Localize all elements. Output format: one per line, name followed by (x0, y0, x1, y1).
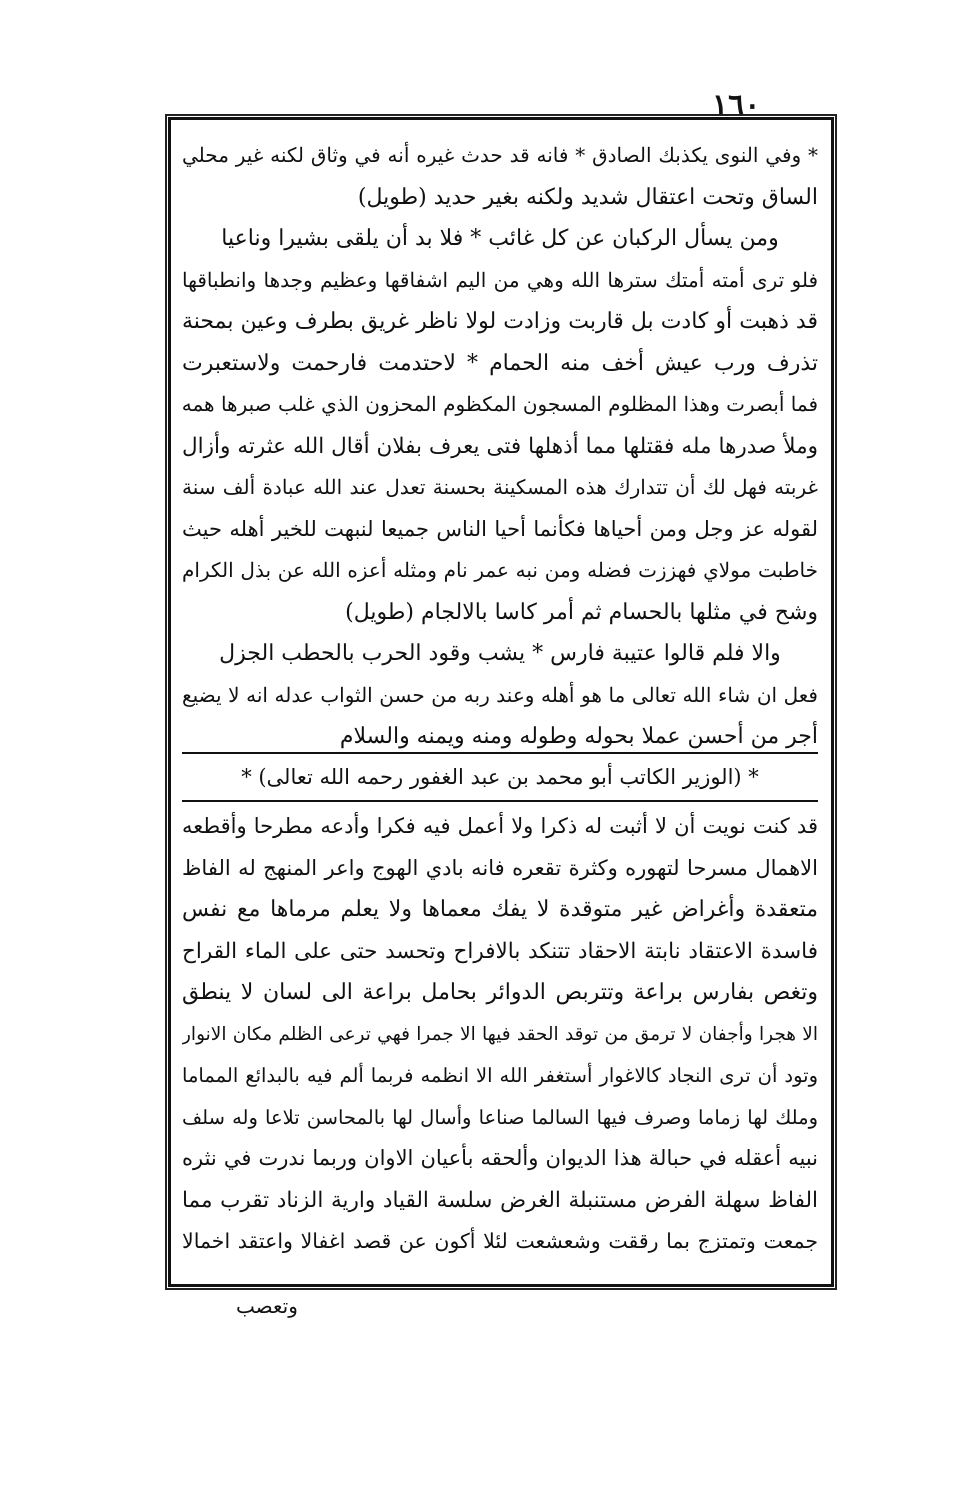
body-text-section-1 (182, 135, 818, 758)
text-line: فعل ان شاء الله تعالى ما هو أهله وعند ربه من حسن الثواب عدله انه لا يضيع (182, 682, 818, 707)
text-line: جمعت وتمتزج بما رققت وشعشعت لئلا أكون عن قصد اغفالا واعتقد اخمالا (182, 1229, 818, 1253)
text-line: فلو ترى أمته أمتك سترها الله وهي من اليم اشفاقها وعظيم وجدها وانطباقها (182, 267, 818, 292)
text-line: وشح في مثلها بالحسام ثم أمر كاسا بالالجام (طويل) (345, 599, 818, 625)
text-line: الا هجرا وأجفان لا ترمق من توقد الحقد فيها الا جمرا فهي ترعى الظلم مكان الانوار (182, 1023, 818, 1045)
text-line: وتود أن ترى النجاد كالاغوار أستغفر الله الا انظمه فربما ألم فيه بالبدائع المماما (182, 1064, 818, 1087)
text-line: الفاظ سهلة الفرض مستنبلة الغرض سلسة القياد وارية الزناد تقرب مما (182, 1187, 818, 1213)
text-line: تذرف ورب عيش أخف منه الحمام * لاحتدمت فارحمت ولاستعبرت (182, 350, 818, 376)
text-line: فاسدة الاعتقاد نابتة الاحقاد تتنكد بالافراح وتحسد حتى على الماء القراح (182, 938, 818, 964)
text-line: فما أبصرت وهذا المظلوم المسجون المكظوم المحزون الذي غلب صبرها همه (182, 392, 818, 416)
text-line: وتغص بفارس براعة وتتربص الدوائر بحامل براعة الى لسان لا ينطق (182, 980, 818, 1005)
catchword: وتعصب (236, 1294, 298, 1318)
verse-line: والا فلم قالوا عتيبة فارس * يشب وقود الحرب بالحطب الجزل (219, 641, 781, 666)
text-line: نبيه أعقله في حبالة هذا الديوان وألحقه بأعيان الاوان وربما ندرت في نثره (182, 1146, 818, 1170)
text-line: وملأ صدرها مله فقتلها مما أذهلها فتى يعرف بفلان أقال الله عثرته وأزال (182, 433, 818, 459)
heading-rule-top (182, 752, 818, 754)
text-line: قد ذهبت أو كادت بل قاربت وزادت لولا ناظر غريق بطرف وعين بمحنة (182, 309, 818, 334)
heading-rule-bottom (182, 800, 818, 802)
text-line: الساق وتحت اعتقال شديد ولكنه بغير حديد (طويل) (357, 184, 818, 210)
text-line: أجر من أحسن عملا بحوله وطوله ومنه ويمنه والسلام (339, 724, 818, 749)
body-text-section-2 (182, 806, 818, 1263)
text-line: متعقدة وأغراض غير متوقدة لا يفك معماها ولا يعلم مرماها مع نفس (182, 897, 818, 922)
section-heading: * (الوزير الكاتب أبو محمد بن عبد الغفور رحمه الله تعالى) * (241, 765, 759, 789)
text-line: * وفي النوى يكذبك الصادق * فانه قد حدث غيره أنه في وثاق لكنه غير محلي (182, 143, 818, 167)
text-line: وملك لها زماما وصرف فيها السالما صناعا وأسال لها بالمحاسن تلاعا وله سلف (182, 1105, 818, 1129)
text-line: غربته فهل لك أن تتدارك هذه المسكينة بحسنة تعدل عند الله عبادة ألف سنة (182, 475, 818, 499)
verse-line: ومن يسأل الركبان عن كل غائب * فلا بد أن يلقى بشيرا وناعيا (221, 226, 779, 251)
page-number: ١٦٠ (712, 88, 761, 123)
text-line: الاهمال مسرحا لتهوره وكثرة تقعره فانه بادي الهوج واعر المنهج له الفاظ (182, 855, 818, 880)
text-line: خاطبت مولاي فهززت فضله ومن نبه عمر نام ومثله أعزه الله عن بذل الكرام (182, 558, 818, 582)
text-line: لقوله عز وجل ومن أحياها فكأنما أحيا الناس جميعا لنبهت للخير أهله حيث (182, 516, 818, 541)
text-line: قد كنت نويت أن لا أثبت له ذكرا ولا أعمل فيه فكرا وأدعه مطرحا وأقطعه (182, 814, 818, 838)
